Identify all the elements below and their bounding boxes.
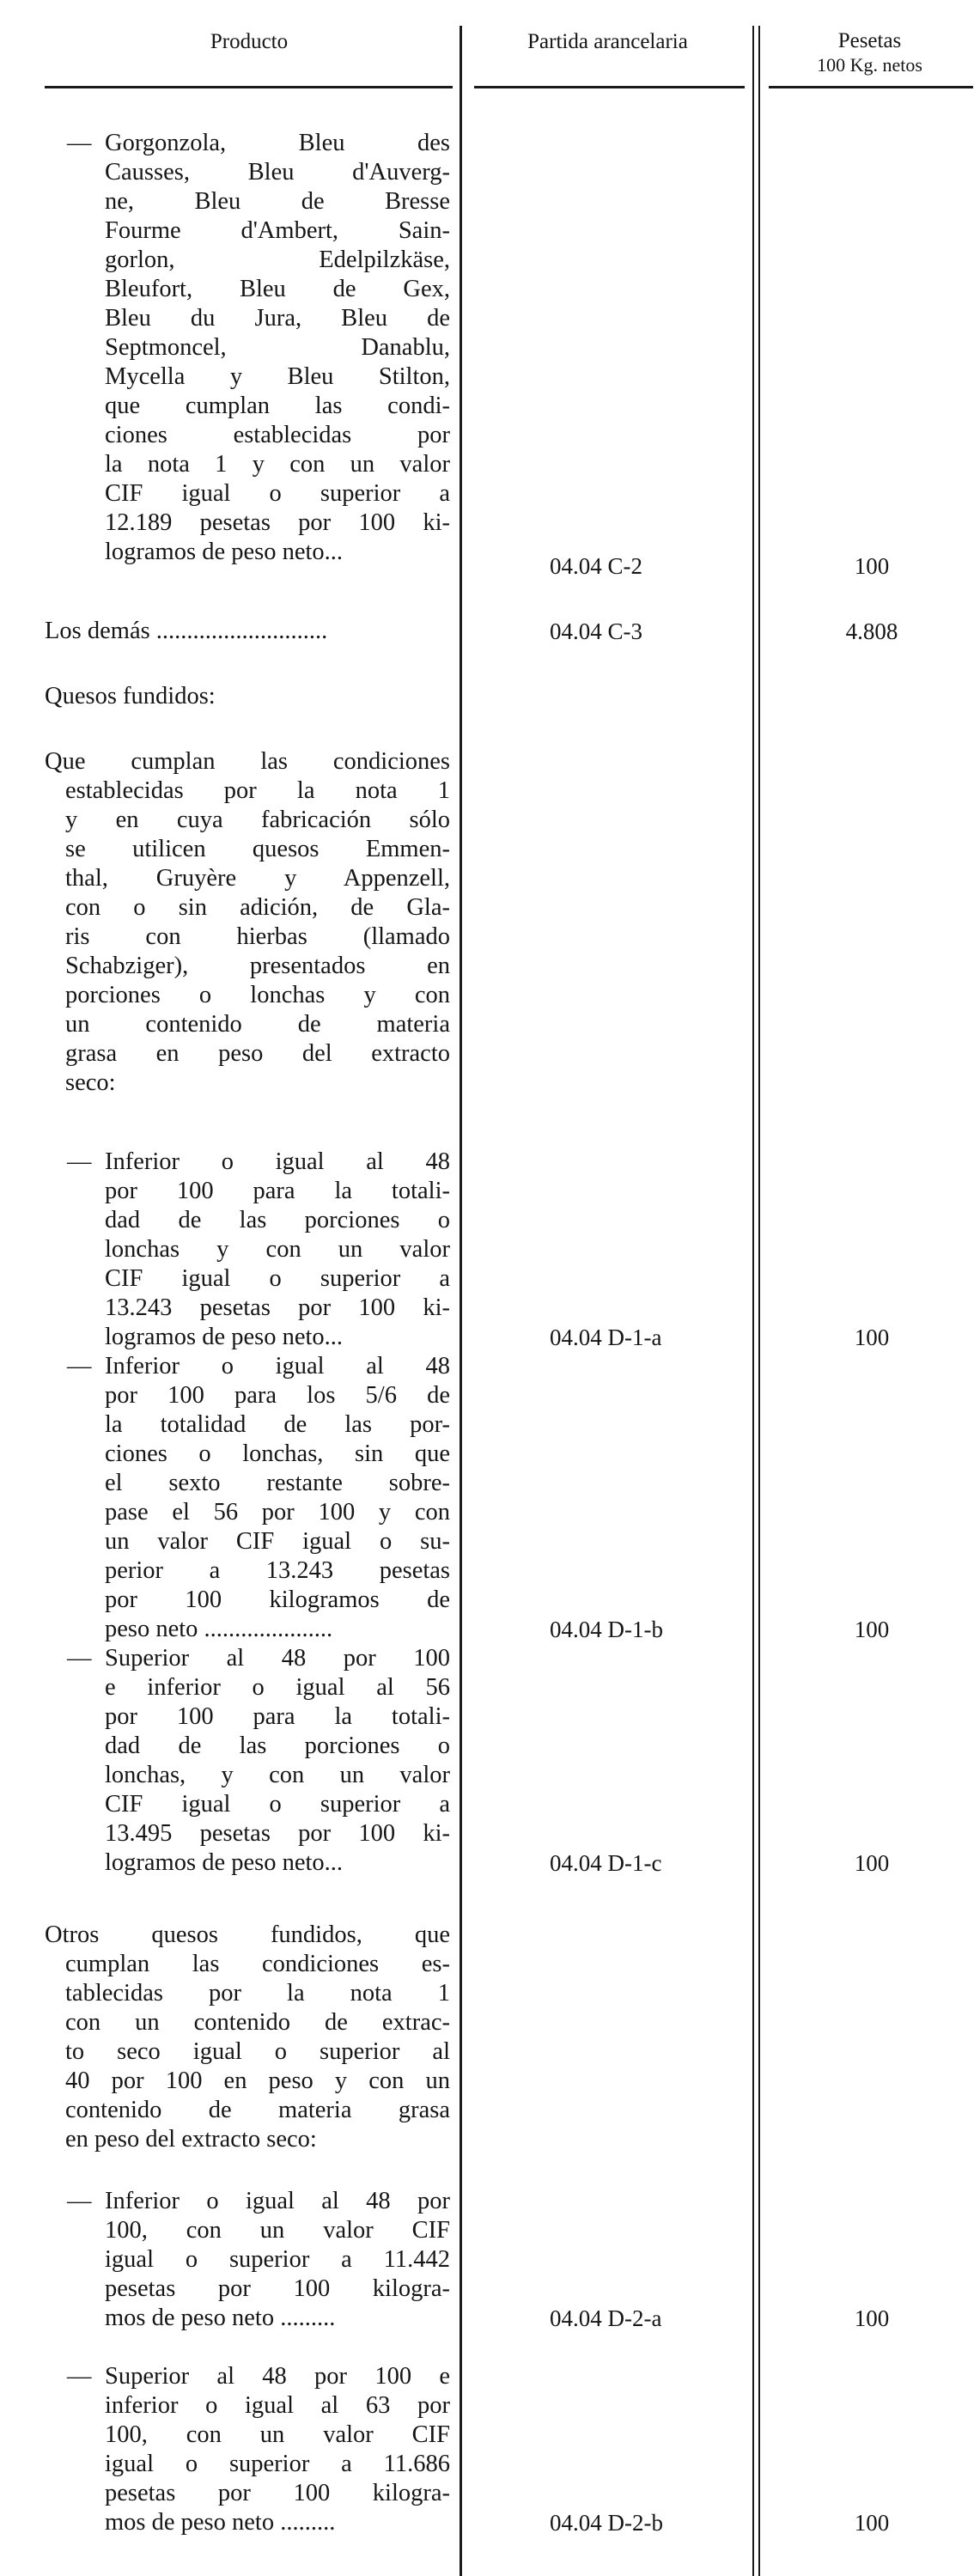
header-rule-partida [474,86,745,88]
text-line: logramos de peso neto... [105,1849,344,1876]
text-line: logramos de peso neto... [105,1324,344,1350]
value-d2b: 100 [854,2510,890,2536]
product-text-que-cumplan [45,747,450,1098]
product-text-d1c [105,1644,450,1878]
text-line: por 100 kilogramos de [105,1586,450,1613]
column-divider-1 [460,26,462,2576]
text-line: Superior al 48 por 100 e [105,2363,450,2390]
tariff-code-c3: 04.04 C-3 [550,618,642,644]
text-line: 100, con un valor CIF [105,2421,450,2448]
text-line: 12.189 pesetas por 100 ki- [105,509,450,536]
item-dash: — [67,1148,92,1175]
text-line: inferior o igual al 63 por [105,2392,450,2419]
product-text-d2a [105,2187,450,2333]
tariff-code-d1b: 04.04 D-1-b [550,1617,663,1642]
text-line: Fourme d'Ambert, Sain- [105,217,450,244]
text-line: Inferior o igual al 48 [105,1353,450,1379]
header-producto: Producto [210,30,289,53]
item-dash: — [67,130,92,156]
text-line: seco: [65,1069,116,1096]
text-line: Septmoncel, Danablu, [105,334,450,361]
text-line: Gorgonzola, Bleu des [105,130,450,156]
text-line: Superior al 48 por 100 [105,1645,450,1672]
text-line: con o sin adición, de Gla- [65,894,450,921]
text-line: la nota 1 y con un valor [105,451,450,478]
text-line: contenido de materia grasa [65,2097,450,2123]
text-line: pase el 56 por 100 y con [105,1499,450,1526]
text-line: Schabziger), presentados en [65,953,450,979]
text-line: por 100 para la totali- [105,1703,450,1730]
text-line: Otros quesos fundidos, que [45,1921,450,1948]
text-line: pesetas por 100 kilogra- [105,2275,450,2302]
value-c3: 4.808 [845,618,898,644]
text-line: dad de las porciones o [105,1733,450,1759]
text-line: Bleu du Jura, Bleu de [105,305,450,332]
text-line: 40 por 100 en peso y con un [65,2067,450,2094]
text-line: logramos de peso neto... [105,539,344,565]
item-dash: — [67,1353,92,1379]
text-line: mos de peso neto ......... [105,2509,336,2536]
tariff-code-d2b: 04.04 D-2-b [550,2510,663,2536]
text-line: un valor CIF igual o su- [105,1528,450,1555]
text-line: lonchas y con un valor [105,1236,450,1263]
text-line: grasa en peso del extracto [65,1040,450,1067]
text-line: peso neto ..................... [105,1616,333,1642]
header-pesetas [764,29,975,77]
text-line: igual o superior a 11.686 [105,2451,450,2477]
text-line: Causses, Bleu d'Auverg- [105,159,450,186]
header-pesetas-sub: 100 Kg. netos [817,54,922,76]
header-partida: Partida arancelaria [527,30,688,53]
text-line: Bleufort, Bleu de Gex, [105,276,450,302]
product-text-otros [45,1921,450,2154]
text-line: dad de las porciones o [105,1207,450,1233]
tariff-code-d1a: 04.04 D-1-a [550,1325,662,1350]
text-line: ciones o lonchas, sin que [105,1440,450,1467]
value-c2: 100 [854,553,890,579]
text-line: por 100 para la totali- [105,1178,450,1204]
text-line: 100, con un valor CIF [105,2217,450,2244]
product-text-d1b [105,1352,450,1644]
text-line: 13.243 pesetas por 100 ki- [105,1294,450,1321]
product-text-d2b [105,2362,450,2537]
product-text-gorgonzola [105,129,450,567]
section-heading-quesos-fundidos: Quesos fundidos: [45,683,216,709]
text-line: la totalidad de las por- [105,1411,450,1438]
text-line: thal, Gruyère y Appenzell, [65,865,450,892]
text-line: cumplan las condiciones es- [65,1951,450,1977]
text-line: igual o superior a 11.442 [105,2246,450,2273]
value-d1c: 100 [854,1850,890,1876]
text-line: Mycella y Bleu Stilton, [105,363,450,390]
text-line: perior a 13.243 pesetas [105,1557,450,1584]
text-line: CIF igual o superior a [105,1791,450,1818]
text-line: mos de peso neto ......... [105,2305,336,2331]
text-line: ciones establecidas por [105,422,450,448]
text-line: se utilicen quesos Emmen- [65,836,450,862]
text-line: con un contenido de extrac- [65,2009,450,2036]
item-dash: — [67,2188,92,2214]
text-line: lonchas, y con un valor [105,1762,450,1788]
tariff-code-d2a: 04.04 D-2-a [550,2305,662,2331]
text-line: el sexto restante sobre- [105,1470,450,1496]
tariff-code-c2: 04.04 C-2 [550,553,642,579]
column-divider-2a [752,26,754,2576]
text-line: por 100 para los 5/6 de [105,1382,450,1409]
product-text-los-demas: Los demás ............................ [45,618,328,644]
text-line: que cumplan las condi- [105,393,450,419]
text-line: Que cumplan las condiciones [45,748,450,775]
text-line: gorlon, Edelpilzkäse, [105,247,450,273]
text-line: y en cuya fabricación sólo [65,807,450,833]
header-rule-producto [45,86,453,88]
text-line: un contenido de materia [65,1011,450,1038]
item-dash: — [67,2363,92,2390]
value-d2a: 100 [854,2305,890,2331]
text-line: porciones o lonchas y con [65,982,450,1008]
text-line: ris con hierbas (llamado [65,923,450,950]
column-divider-2b [758,26,760,2576]
text-line: tablecidas por la nota 1 [65,1980,450,2007]
text-line: 13.495 pesetas por 100 ki- [105,1820,450,1847]
text-line: e inferior o igual al 56 [105,1674,450,1701]
header-rule-pesetas [769,86,973,88]
tariff-code-d1c: 04.04 D-1-c [550,1850,662,1876]
text-line: CIF igual o superior a [105,1265,450,1292]
text-line: Inferior o igual al 48 [105,1148,450,1175]
value-d1b: 100 [854,1617,890,1642]
text-line: CIF igual o superior a [105,480,450,507]
text-line: establecidas por la nota 1 [65,777,450,804]
text-line: en peso del extracto seco: [65,2126,317,2153]
header-pesetas-title: Pesetas [837,29,902,52]
value-d1a: 100 [854,1325,890,1350]
text-line: ne, Bleu de Bresse [105,188,450,215]
text-line: Inferior o igual al 48 por [105,2188,450,2214]
product-text-d1a [105,1148,450,1352]
text-line: pesetas por 100 kilogra- [105,2480,450,2506]
text-line: to seco igual o superior al [65,2038,450,2065]
item-dash: — [67,1645,92,1672]
